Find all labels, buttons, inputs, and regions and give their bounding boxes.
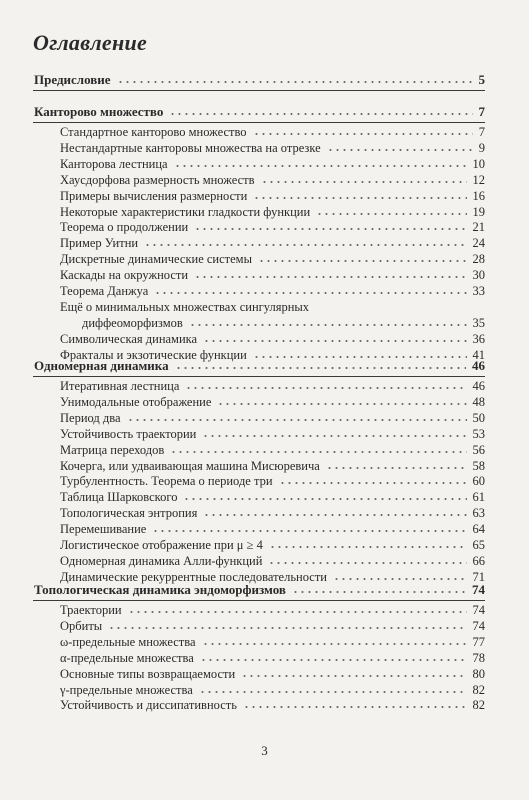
dot-leader bbox=[144, 241, 467, 249]
dot-leader bbox=[169, 110, 473, 118]
chapter-title: Канторово множество bbox=[34, 104, 164, 119]
entry-page: 60 bbox=[472, 474, 485, 489]
dot-leader bbox=[152, 527, 467, 535]
entry-title: Хаусдорфова размерность множеств bbox=[60, 172, 255, 187]
entry-page: 63 bbox=[472, 506, 485, 521]
toc-entry bbox=[0, 283, 529, 299]
chapter-title: Топологическая динамика эндоморфизмов bbox=[34, 582, 286, 597]
entry-page: 80 bbox=[472, 666, 485, 681]
toc-entry bbox=[0, 666, 529, 682]
toc-entry bbox=[0, 473, 529, 489]
entry-title: Канторова лестница bbox=[60, 156, 168, 171]
dot-leader bbox=[154, 289, 467, 297]
dot-leader bbox=[241, 672, 467, 680]
entry-title: Некоторые характеристики гладкости функции bbox=[60, 204, 311, 219]
entry-title: Нестандартные канторовы множества на отрезке bbox=[60, 140, 321, 155]
entry-page: 28 bbox=[472, 252, 485, 267]
dot-leader bbox=[202, 640, 467, 648]
entry-title: Устойчивость траектории bbox=[60, 426, 197, 441]
entry-page: 41 bbox=[472, 347, 485, 362]
dot-leader bbox=[185, 384, 467, 392]
dot-leader bbox=[108, 624, 467, 632]
chapter-entry bbox=[0, 72, 529, 88]
dot-leader bbox=[243, 703, 467, 711]
entry-page: 78 bbox=[472, 650, 485, 665]
entry-page: 16 bbox=[472, 188, 485, 203]
chapter-title: Предисловие bbox=[34, 72, 111, 87]
toc-entry bbox=[0, 650, 529, 666]
toc-entry bbox=[0, 394, 529, 410]
entry-title: Топологическая энтропия bbox=[60, 506, 198, 521]
chapter-entry bbox=[0, 104, 529, 120]
dot-leader bbox=[194, 273, 467, 281]
entry-page: 21 bbox=[472, 220, 485, 235]
dot-leader bbox=[174, 162, 467, 170]
entry-page: 9 bbox=[478, 140, 485, 155]
chapter-page: 7 bbox=[478, 104, 485, 119]
entry-page: 61 bbox=[472, 490, 485, 505]
entry-title: Одномерная динамика Алли-функций bbox=[60, 553, 263, 568]
entry-title: Теорема о продолжении bbox=[60, 220, 189, 235]
entry-title: Основные типы возвращаемости bbox=[60, 666, 236, 681]
toc-entry bbox=[0, 188, 529, 204]
entry-page: 24 bbox=[472, 236, 485, 251]
toc-entry bbox=[0, 618, 529, 634]
dot-leader bbox=[327, 146, 473, 154]
dot-leader bbox=[292, 588, 466, 596]
entry-page: 36 bbox=[472, 331, 485, 346]
entry-page: 58 bbox=[472, 458, 485, 473]
chapter-title: Одномерная динамика bbox=[34, 358, 169, 373]
dot-leader bbox=[258, 257, 467, 265]
chapter-page: 74 bbox=[472, 582, 485, 597]
entry-title: Фракталы и экзотические функции bbox=[60, 347, 247, 362]
section-rule bbox=[33, 122, 485, 123]
entry-title: Примеры вычисления размерности bbox=[60, 188, 248, 203]
dot-leader bbox=[326, 464, 467, 472]
entry-page: 50 bbox=[472, 410, 485, 425]
entry-page: 82 bbox=[472, 698, 485, 713]
dot-leader bbox=[175, 364, 466, 372]
dot-leader bbox=[194, 225, 467, 233]
entry-title: Траектории bbox=[60, 603, 122, 617]
toc-entry bbox=[0, 331, 529, 347]
toc-entry bbox=[0, 634, 529, 650]
toc-entry bbox=[0, 697, 529, 713]
entry-title: Динамические рекуррентные последовательности bbox=[60, 569, 327, 584]
entry-page: 12 bbox=[472, 172, 485, 187]
entry-page: 77 bbox=[472, 634, 485, 649]
toc-entry bbox=[0, 172, 529, 188]
entry-page: 56 bbox=[472, 442, 485, 457]
page-number: 3 bbox=[261, 743, 268, 758]
toc-entry bbox=[0, 458, 529, 474]
toc-entry bbox=[0, 505, 529, 521]
entry-page: 19 bbox=[472, 204, 485, 219]
toc-entry bbox=[0, 204, 529, 220]
entry-title: Логистическое отображение при μ ≥ 4 bbox=[60, 538, 263, 552]
toc-entry bbox=[0, 426, 529, 442]
page-title: Оглавление bbox=[33, 30, 148, 55]
toc-entry bbox=[0, 521, 529, 537]
entry-title: Период два bbox=[60, 410, 121, 425]
entry-page: 7 bbox=[478, 125, 485, 139]
chapter-entry bbox=[0, 358, 529, 374]
entry-title: Пример Уитни bbox=[60, 236, 139, 251]
entry-title: γ-предельные множества bbox=[60, 682, 193, 697]
entry-page: 33 bbox=[472, 284, 485, 298]
dot-leader bbox=[316, 210, 467, 218]
toc-entry bbox=[0, 156, 529, 172]
entry-title: Стандартное канторово множество bbox=[60, 125, 247, 139]
toc-entry bbox=[0, 235, 529, 251]
entry-page: 74 bbox=[472, 603, 485, 617]
entry-page: 82 bbox=[472, 682, 485, 697]
chapter-page: 46 bbox=[472, 358, 485, 373]
toc-entry bbox=[0, 442, 529, 458]
entry-title: Теорема Данжуа bbox=[60, 284, 149, 298]
entry-page: 30 bbox=[472, 268, 485, 283]
entry-page: 74 bbox=[472, 618, 485, 633]
entry-title: ω-предельные множества bbox=[60, 634, 196, 649]
chapter-page: 5 bbox=[478, 72, 485, 87]
entry-title: Таблица Шарковского bbox=[60, 490, 178, 505]
dot-leader bbox=[279, 479, 467, 487]
dot-leader bbox=[199, 688, 467, 696]
dot-leader bbox=[268, 559, 467, 567]
section-rule bbox=[33, 90, 485, 91]
toc-entry bbox=[0, 410, 529, 426]
dot-leader bbox=[253, 194, 467, 202]
entry-title: диффеоморфизмов bbox=[82, 315, 183, 330]
toc-entry bbox=[0, 267, 529, 283]
toc-entry bbox=[0, 299, 529, 315]
toc-entry bbox=[0, 315, 529, 331]
dot-leader bbox=[127, 416, 467, 424]
toc-entry bbox=[0, 602, 529, 618]
entry-title: Символическая динамика bbox=[60, 331, 198, 346]
toc-entry bbox=[0, 553, 529, 569]
toc-entry bbox=[0, 251, 529, 267]
dot-leader bbox=[189, 321, 467, 329]
entry-title: α-предельные множества bbox=[60, 650, 194, 665]
entry-title: Перемешивание bbox=[60, 522, 147, 537]
entry-page: 65 bbox=[472, 538, 485, 552]
entry-title: Каскады на окружности bbox=[60, 268, 189, 283]
dot-leader bbox=[202, 432, 467, 440]
entry-title: Орбиты bbox=[60, 618, 103, 633]
entry-page: 64 bbox=[472, 522, 485, 537]
entry-title: Итеративная лестница bbox=[60, 379, 180, 393]
section-rule bbox=[33, 376, 485, 377]
dot-leader bbox=[128, 608, 467, 616]
dot-leader bbox=[261, 178, 467, 186]
toc-entry bbox=[0, 378, 529, 394]
toc-entry bbox=[0, 124, 529, 140]
toc-entry bbox=[0, 140, 529, 156]
dot-leader bbox=[183, 495, 467, 503]
toc-entry bbox=[0, 489, 529, 505]
section-rule bbox=[33, 600, 485, 601]
dot-leader bbox=[203, 337, 467, 345]
entry-title: Устойчивость и диссипативность bbox=[60, 698, 237, 713]
dot-leader bbox=[203, 511, 467, 519]
entry-title: Дискретные динамические системы bbox=[60, 252, 252, 267]
entry-title: Кочерга, или удваивающая машина Мисюревича bbox=[60, 458, 320, 473]
entry-page: 10 bbox=[472, 156, 485, 171]
toc-entry bbox=[0, 537, 529, 553]
entry-page: 48 bbox=[472, 394, 485, 409]
dot-leader bbox=[170, 448, 467, 456]
toc-entry bbox=[0, 219, 529, 235]
entry-title: Матрица переходов bbox=[60, 442, 165, 457]
entry-page: 46 bbox=[472, 379, 485, 393]
entry-title: Турбулентность. Теорема о периоде три bbox=[60, 474, 273, 489]
toc-entry bbox=[0, 682, 529, 698]
entry-title: Унимодальные отображение bbox=[60, 394, 212, 409]
dot-leader bbox=[269, 543, 467, 551]
dot-leader bbox=[253, 130, 473, 138]
entry-page: 66 bbox=[472, 553, 485, 568]
entry-title: Ещё о минимальных множествах сингулярных bbox=[60, 299, 310, 314]
dot-leader bbox=[217, 400, 467, 408]
dot-leader bbox=[200, 656, 467, 664]
entry-page: 71 bbox=[472, 569, 485, 584]
chapter-entry bbox=[0, 582, 529, 598]
dot-leader bbox=[117, 78, 473, 86]
entry-page: 53 bbox=[472, 426, 485, 441]
entry-page: 35 bbox=[472, 315, 485, 330]
